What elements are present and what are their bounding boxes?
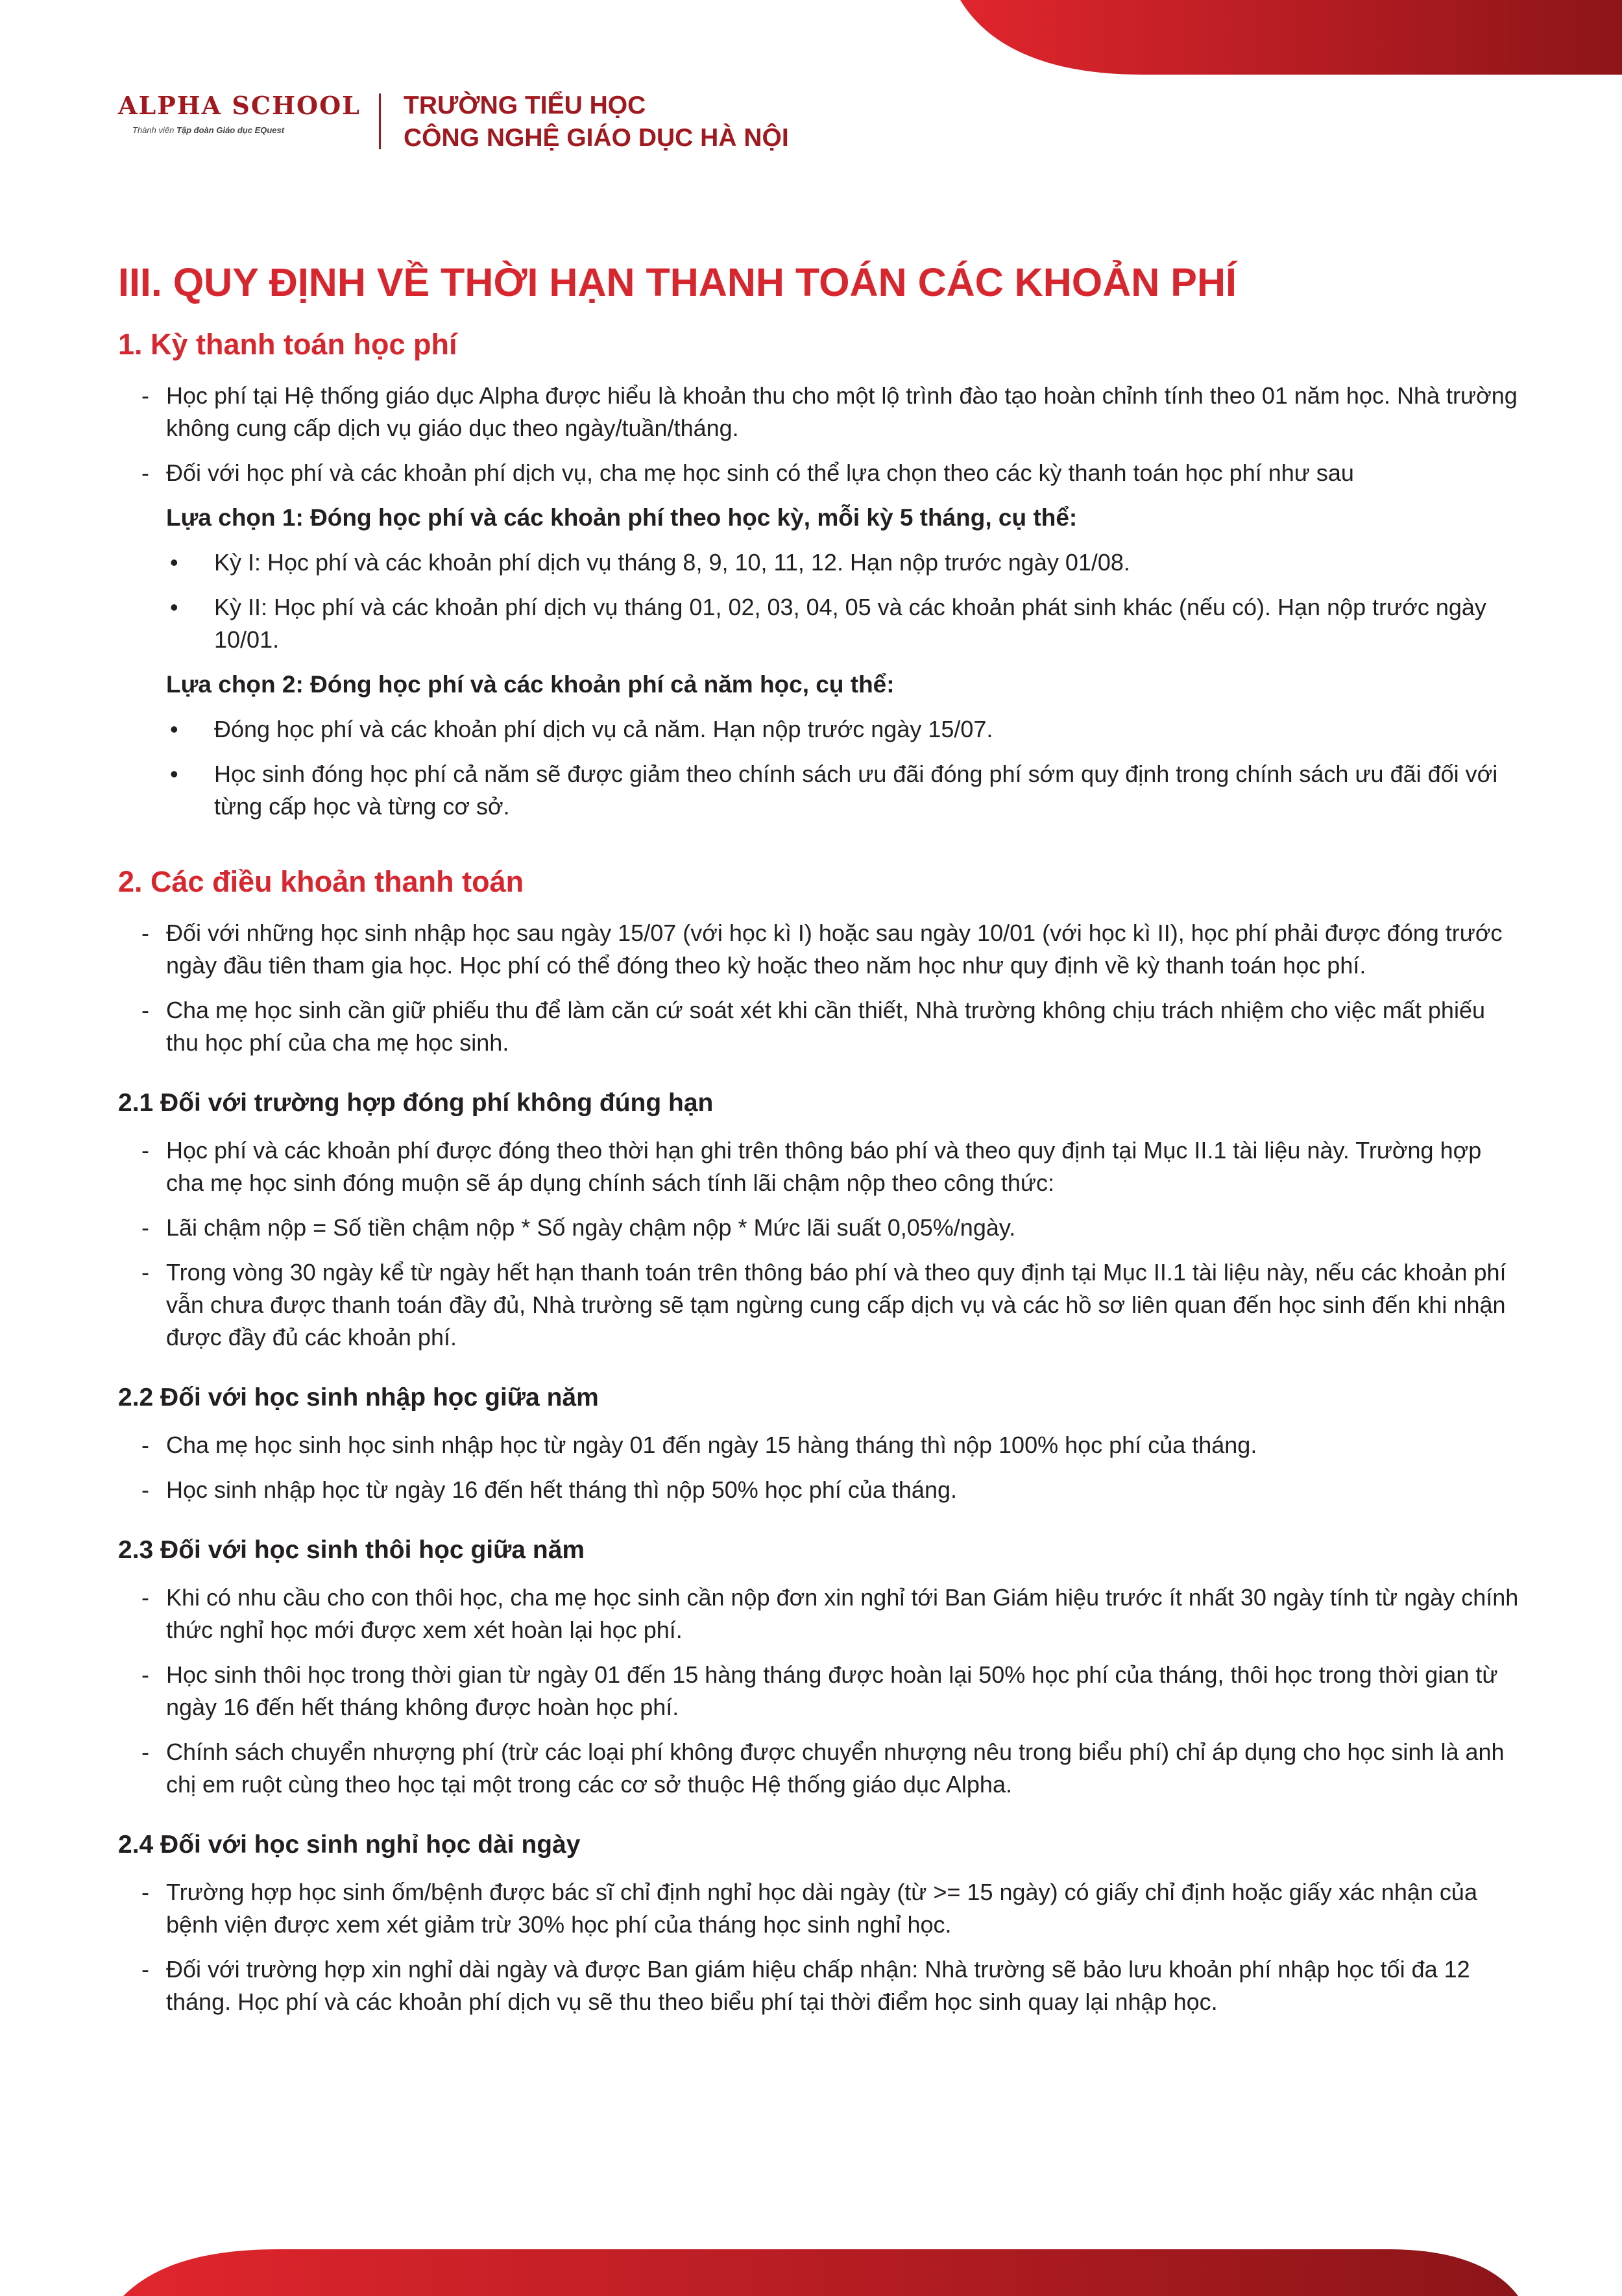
option-2-heading: Lựa chọn 2: Đóng học phí và các khoản phí cả năm học, cụ thể: — [166, 671, 895, 698]
option-1-heading: Lựa chọn 1: Đóng học phí và các khoản phí theo học kỳ, mỗi kỳ 5 tháng, cụ thể: — [166, 504, 1078, 531]
alpha-school-logo — [118, 91, 365, 135]
page-title: III. QUY ĐỊNH VỀ THỜI HẠN THANH TOÁN CÁC KHOẢN PHÍ — [118, 260, 1237, 304]
section-2-3-heading: 2.3 Đối với học sinh thôi học giữa năm — [118, 1536, 585, 1564]
logo-sub-prefix: Thành viên — [132, 125, 175, 135]
bullet-item: • Kỳ II: Học phí và các khoản phí dịch vụ tháng 01, 02, 03, 04, 05 và các khoản phát sinh khác (nếu có). Hạn nộp trước ngày 10/01. — [118, 591, 1519, 656]
bullet-item: • Đóng học phí và các khoản phí dịch vụ cả năm. Hạn nộp trước ngày 15/07. — [118, 713, 1519, 746]
logo-sub-bold: Tập đoàn Giáo dục EQuest — [176, 125, 285, 135]
paragraph: - Đối với trường hợp xin nghỉ dài ngày và được Ban giám hiệu chấp nhận: Nhà trường sẽ bảo lưu khoản phí nhập học tối đa 12 tháng. Học phí và các khoản phí dịch vụ sẽ thu theo biểu phí tại thời điểm học sinh quay lại nhập học. — [118, 1953, 1519, 2018]
section-2-1-heading: 2.1 Đối với trường hợp đóng phí không đúng hạn — [118, 1089, 714, 1117]
paragraph: - Đối với những học sinh nhập học sau ngày 15/07 (với học kì I) hoặc sau ngày 10/01 (với học kì II), học phí phải được đóng trước ngày đầu tiên tham gia học. Học phí có thể đóng theo kỳ hoặc theo năm học như quy định về kỳ thanh toán học phí. — [118, 917, 1519, 982]
paragraph: - Cha mẹ học sinh cần giữ phiếu thu để làm căn cứ soát xét khi cần thiết, Nhà trường không chịu trách nhiệm cho việc mất phiếu thu học phí của cha mẹ học sinh. — [118, 994, 1519, 1059]
document-body — [118, 256, 1519, 2031]
paragraph: - Học phí và các khoản phí được đóng theo thời hạn ghi trên thông báo phí và theo quy định tại Mục II.1 tài liệu này. Trường hợp cha mẹ học sinh đóng muộn sẽ áp dụng chính sách tính lãi chậm nộp theo công thức: — [118, 1134, 1519, 1199]
paragraph: - Học sinh nhập học từ ngày 16 đến hết tháng thì nộp 50% học phí của tháng. — [118, 1474, 1519, 1506]
paragraph: - Học phí tại Hệ thống giáo dục Alpha được hiểu là khoản thu cho một lộ trình đào tạo hoàn chỉnh tính theo 01 năm học. Nhà trường không cung cấp dịch vụ giáo dục theo ngày/tuần/tháng. — [118, 380, 1519, 445]
section-1-heading: 1. Kỳ thanh toán học phí — [118, 328, 457, 361]
section-2-heading: 2. Các điều khoản thanh toán — [118, 865, 524, 898]
header-divider — [379, 93, 381, 149]
paragraph: - Trường hợp học sinh ốm/bệnh được bác sĩ chỉ định nghỉ học dài ngày (từ >= 15 ngày) có giấy chỉ định hoặc giấy xác nhận của bệnh viện được xem xét giảm trừ 30% học phí của tháng học sinh nghỉ học. — [118, 1876, 1519, 1941]
paragraph: - Trong vòng 30 ngày kể từ ngày hết hạn thanh toán trên thông báo phí và theo quy định tại Mục II.1 tài liệu này, nếu các khoản phí vẫn chưa được thanh toán đầy đủ, Nhà trường sẽ tạm ngừng cung cấp dịch vụ và các hồ sơ liên quan đến học sinh đến khi nhận được đầy đủ các khoản phí. — [118, 1256, 1519, 1354]
paragraph: - Đối với học phí và các khoản phí dịch vụ, cha mẹ học sinh có thể lựa chọn theo các kỳ thanh toán học phí như sau — [118, 457, 1519, 489]
logo-name: ALPHA SCHOOL — [118, 91, 361, 120]
top-corner-decoration — [960, 0, 1622, 75]
school-name — [404, 90, 789, 154]
logo-subtitle — [118, 125, 365, 135]
paragraph: - Chính sách chuyển nhượng phí (trừ các loại phí không được chuyển nhượng nêu trong biểu phí) chỉ áp dụng cho học sinh là anh chị em ruột cùng theo học tại một trong các cơ sở thuộc Hệ thống giáo dục Alpha. — [118, 1736, 1519, 1801]
paragraph: - Học sinh thôi học trong thời gian từ ngày 01 đến 15 hàng tháng được hoàn lại 50% học phí của tháng, thôi học trong thời gian từ ngày 16 đến hết tháng không được hoàn học phí. — [118, 1659, 1519, 1724]
section-2-2-heading: 2.2 Đối với học sinh nhập học giữa năm — [118, 1384, 599, 1411]
school-name-line1: TRƯỜNG TIỂU HỌC — [404, 92, 646, 119]
section-2-4-heading: 2.4 Đối với học sinh nghỉ học dài ngày — [118, 1831, 581, 1859]
paragraph: - Cha mẹ học sinh học sinh nhập học từ ngày 01 đến ngày 15 hàng tháng thì nộp 100% học phí của tháng. — [118, 1429, 1519, 1461]
bullet-item: • Kỳ I: Học phí và các khoản phí dịch vụ tháng 8, 9, 10, 11, 12. Hạn nộp trước ngày 01/08. — [118, 546, 1519, 579]
paragraph: - Khi có nhu cầu cho con thôi học, cha mẹ học sinh cần nộp đơn xin nghỉ tới Ban Giám hiệu trước ít nhất 30 ngày tính từ ngày chính thức nghỉ học mới được xem xét hoàn lại học phí. — [118, 1582, 1519, 1646]
school-name-line2: CÔNG NGHỆ GIÁO DỤC HÀ NỘI — [404, 124, 789, 152]
bullet-item: • Học sinh đóng học phí cả năm sẽ được giảm theo chính sách ưu đãi đóng phí sớm quy định trong chính sách ưu đãi đối với từng cấp học và từng cơ sở. — [118, 758, 1519, 823]
paragraph: - Lãi chậm nộp = Số tiền chậm nộp * Số ngày chậm nộp * Mức lãi suất 0,05%/ngày. — [118, 1212, 1519, 1244]
bottom-wave-decoration — [0, 2244, 1622, 2296]
